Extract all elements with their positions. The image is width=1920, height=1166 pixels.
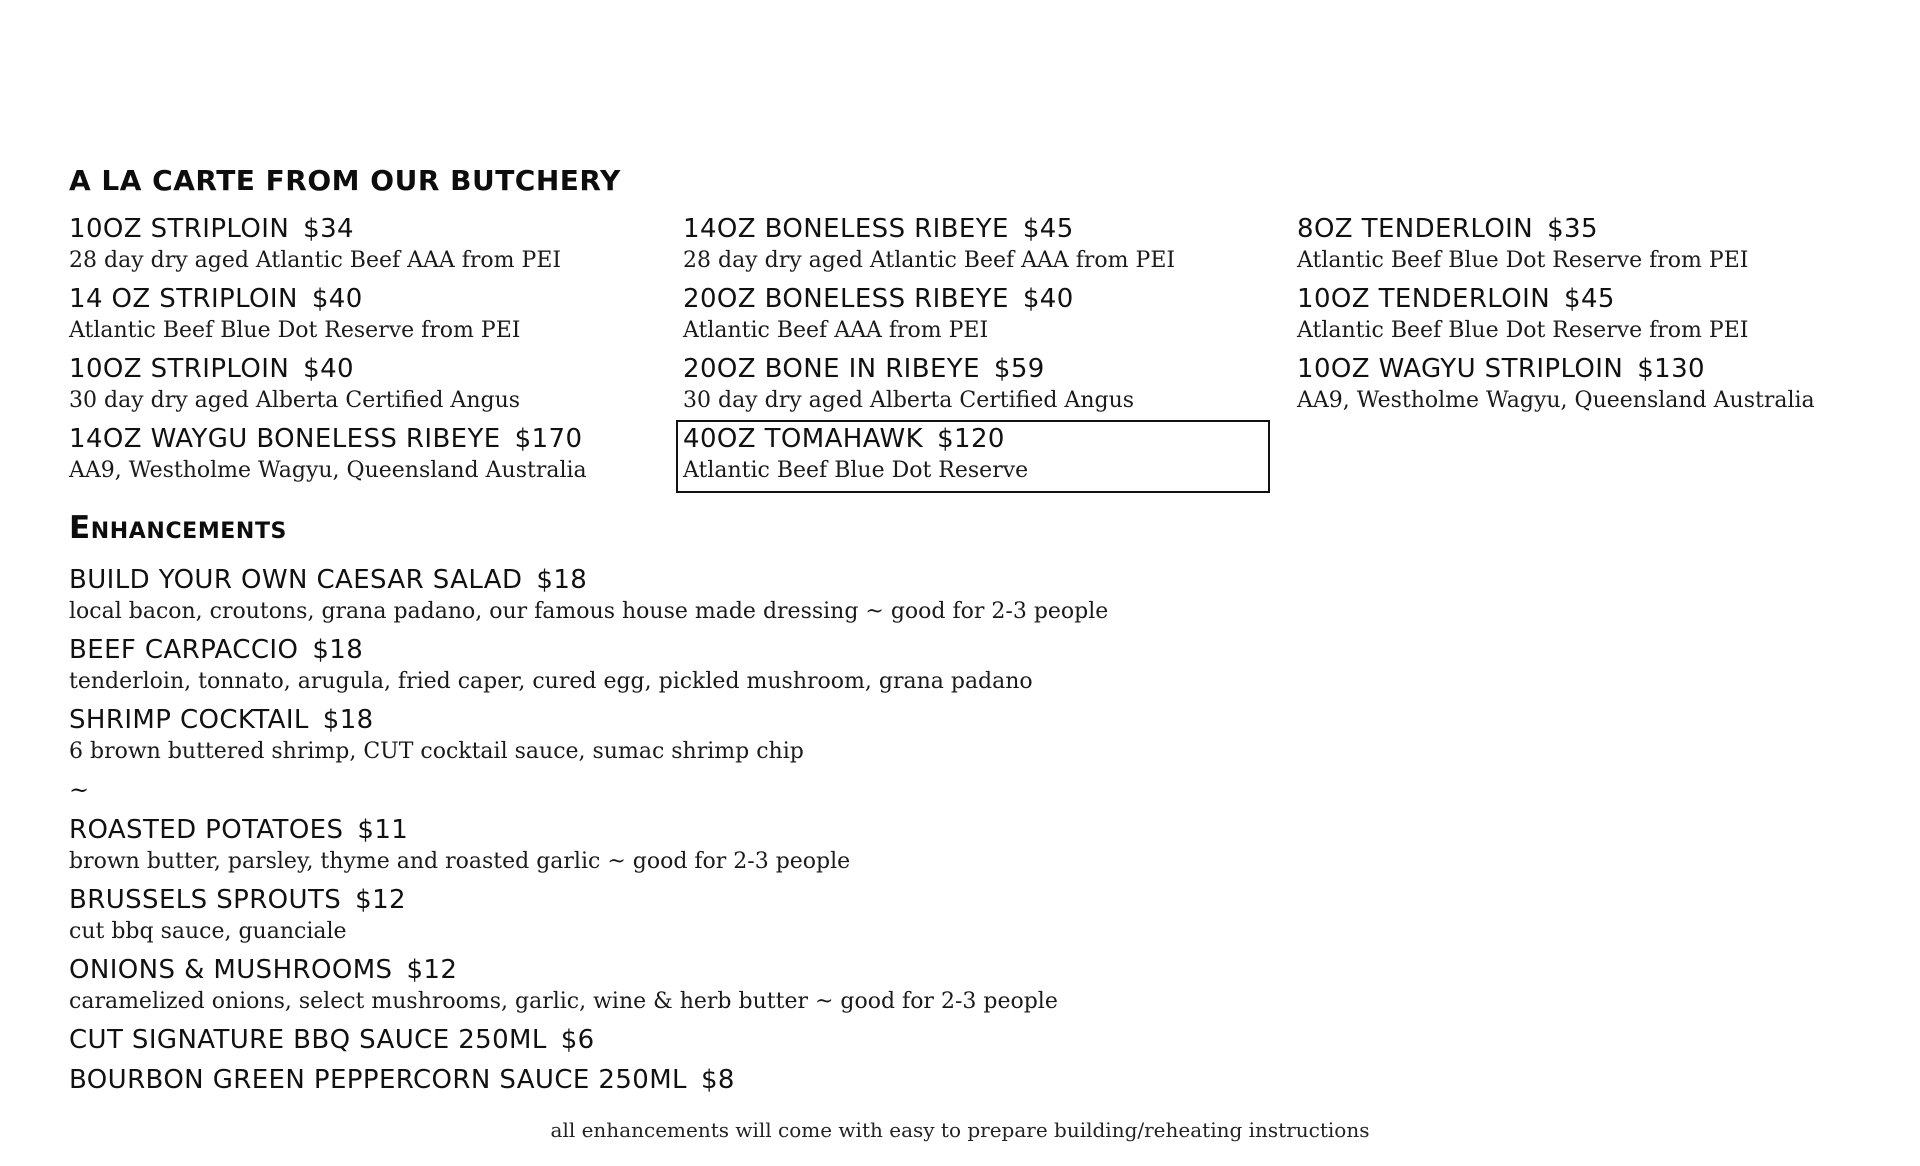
- item-name: BRUSSELS SPROUTS: [69, 885, 342, 915]
- item-name: 14 OZ STRIPLOIN: [69, 284, 298, 314]
- item-name: BOURBON GREEN PEPPERCORN SAUCE 250ML: [69, 1065, 687, 1095]
- item-name: BUILD YOUR OWN CAESAR SALAD: [69, 565, 523, 595]
- item-price: $12: [406, 955, 458, 985]
- menu-item: [683, 284, 1074, 348]
- menu-item: [1297, 214, 1748, 278]
- item-name: 10OZ STRIPLOIN: [69, 214, 290, 244]
- item-price: $12: [355, 885, 406, 915]
- footer-note: all enhancements will come with easy to prepare building/reheating instructions: [550, 1118, 1370, 1142]
- menu-item: [1297, 284, 1748, 348]
- item-price: $45: [1022, 214, 1074, 244]
- enhancement-item: [69, 635, 1033, 699]
- menu-item: [69, 354, 520, 418]
- item-name: 40OZ TOMAHAWK: [683, 424, 924, 454]
- item-name: 10OZ STRIPLOIN: [69, 354, 290, 384]
- item-description: Atlantic Beef Blue Dot Reserve from PEI: [1297, 318, 1749, 343]
- section-separator: ~: [69, 776, 90, 804]
- item-price: $18: [312, 635, 364, 665]
- item-price: $18: [536, 565, 588, 595]
- item-price: $45: [1564, 284, 1615, 314]
- item-description: 30 day dry aged Alberta Certified Angus: [69, 388, 521, 413]
- item-description: Atlantic Beef Blue Dot Reserve from PEI: [1297, 248, 1749, 273]
- side-item: [69, 1065, 735, 1095]
- item-price: $35: [1547, 214, 1598, 244]
- item-name: ROASTED POTATOES: [69, 815, 344, 845]
- item-description: 28 day dry aged Atlantic Beef AAA from PEI: [69, 248, 562, 273]
- item-description: AA9, Westholme Wagyu, Queensland Australia: [69, 458, 587, 483]
- item-name: 10OZ TENDERLOIN: [1297, 284, 1551, 314]
- side-item: [69, 885, 406, 949]
- item-description: tenderloin, tonnato, arugula, fried caper, cured egg, pickled mushroom, grana padano: [69, 669, 1033, 694]
- menu-item: [1297, 354, 1815, 418]
- enhancements-heading: Enhancements: [69, 510, 287, 546]
- butchery-heading: A LA CARTE FROM OUR BUTCHERY: [69, 164, 621, 197]
- item-price: $40: [303, 354, 354, 384]
- item-price: $170: [514, 424, 583, 454]
- item-name: CUT SIGNATURE BBQ SAUCE 250ML: [69, 1025, 547, 1055]
- item-price: $34: [303, 214, 354, 244]
- item-name: ONIONS & MUSHROOMS: [69, 955, 393, 985]
- item-description: 28 day dry aged Atlantic Beef AAA from PEI: [683, 248, 1176, 273]
- side-item: [69, 1025, 595, 1055]
- item-description: local bacon, croutons, grana padano, our famous house made dressing ~ good for 2-3 people: [69, 599, 1109, 624]
- item-price: $6: [560, 1025, 595, 1055]
- item-description: AA9, Westholme Wagyu, Queensland Australia: [1297, 388, 1815, 413]
- item-name: 10OZ WAGYU STRIPLOIN: [1297, 354, 1624, 384]
- item-description: 6 brown buttered shrimp, CUT cocktail sauce, sumac shrimp chip: [69, 739, 804, 764]
- item-name: BEEF CARPACCIO: [69, 635, 299, 665]
- item-price: $59: [993, 354, 1045, 384]
- item-name: 8OZ TENDERLOIN: [1297, 214, 1534, 244]
- item-name: 14OZ BONELESS RIBEYE: [683, 214, 1009, 244]
- item-price: $120: [937, 424, 1005, 454]
- menu-item: [683, 354, 1134, 418]
- item-description: Atlantic Beef AAA from PEI: [683, 318, 989, 343]
- item-description: caramelized onions, select mushrooms, garlic, wine & herb butter ~ good for 2-3 people: [69, 989, 1058, 1014]
- item-name: 20OZ BONELESS RIBEYE: [683, 284, 1009, 314]
- item-name: SHRIMP COCKTAIL: [69, 705, 309, 735]
- item-description: brown butter, parsley, thyme and roasted garlic ~ good for 2-3 people: [69, 849, 851, 874]
- item-price: $40: [311, 284, 363, 314]
- item-description: Atlantic Beef Blue Dot Reserve from PEI: [69, 318, 521, 343]
- enhancement-item: [69, 565, 1108, 629]
- item-price: $8: [700, 1065, 735, 1095]
- item-price: $130: [1637, 354, 1705, 384]
- item-price: $40: [1022, 284, 1074, 314]
- item-description: cut bbq sauce, guanciale: [69, 919, 347, 944]
- item-name: 20OZ BONE IN RIBEYE: [683, 354, 980, 384]
- menu-item-featured: [683, 424, 1028, 488]
- item-description: Atlantic Beef Blue Dot Reserve: [683, 458, 1029, 483]
- item-price: $18: [322, 705, 374, 735]
- menu-item: [69, 214, 561, 278]
- item-description: 30 day dry aged Alberta Certified Angus: [683, 388, 1135, 413]
- menu-item: [69, 284, 520, 348]
- side-item: [69, 815, 850, 879]
- item-name: 14OZ WAYGU BONELESS RIBEYE: [69, 424, 501, 454]
- menu-item: [69, 424, 587, 488]
- menu-item: [683, 214, 1175, 278]
- item-price: $11: [357, 815, 409, 845]
- side-item: [69, 955, 1058, 1019]
- enhancement-item: [69, 705, 804, 769]
